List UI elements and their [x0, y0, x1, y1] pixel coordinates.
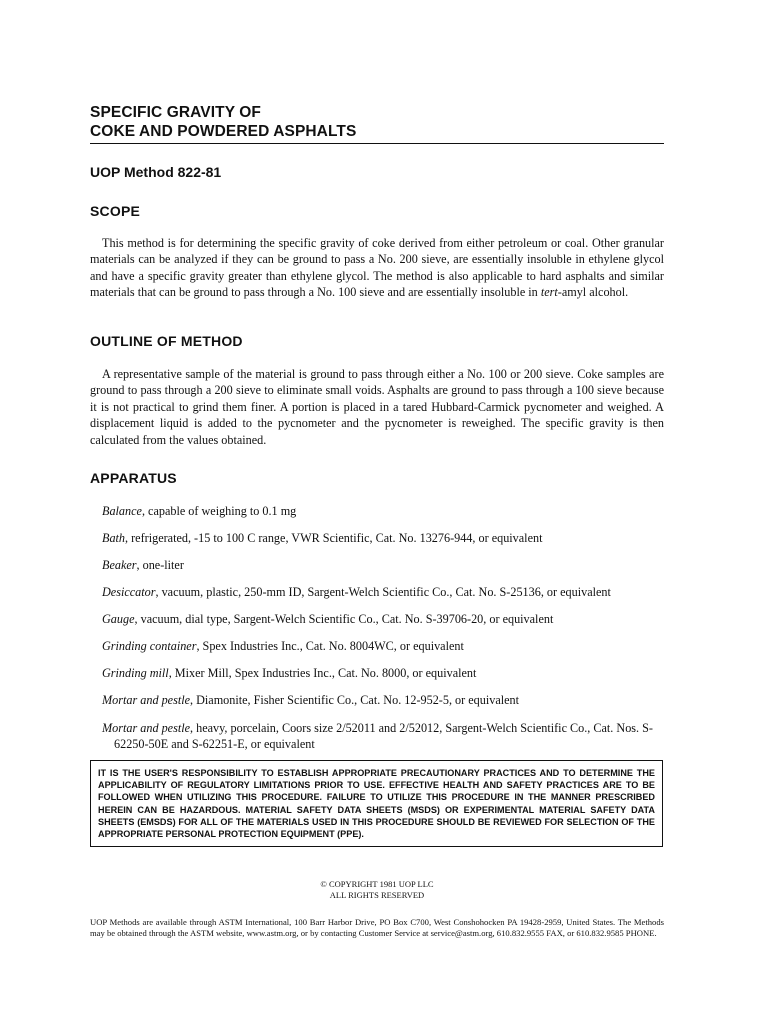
apparatus-item: Grinding container, Spex Industries Inc., Cat. No. 8004WC, or equivalent — [102, 639, 464, 653]
title-line-1: SPECIFIC GRAVITY OF — [90, 104, 261, 121]
scope-paragraph — [90, 235, 664, 301]
footer-availability-note: UOP Methods are available through ASTM International, 100 Barr Harbor Drive, PO Box C700, West Conshohocken PA 19428-2959, United States. The Methods may be obtained through the ASTM website, www.astm.org, or by contacting Customer Service at service@astm.org, 610.832.9555 FAX, or 610.832.9585 PHONE. — [90, 917, 664, 939]
apparatus-item: Beaker, one-liter — [102, 558, 184, 572]
apparatus-item: Desiccator, vacuum, plastic, 250-mm ID, Sargent-Welch Scientific Co., Cat. No. S-25136, or equivalent — [102, 585, 611, 599]
copyright-line-1: © COPYRIGHT 1981 UOP LLC — [320, 879, 434, 889]
method-number: UOP Method 822-81 — [90, 164, 222, 180]
title-line-2: COKE AND POWDERED ASPHALTS — [90, 123, 357, 140]
copyright-notice — [90, 879, 664, 901]
document-page — [90, 0, 664, 1024]
scope-text-1: This method is for determining the specific gravity of coke derived from either petroleum or coal. Other granular materials can be analyzed if they can be ground to pass a No. 200 sieve, are essentially insoluble in ethylene glycol and have a specific gravity greater than ethylene glycol. The method is also applicable to hard asphalts and similar materials that can be ground to pass through a No. 100 sieve and are essentially insoluble in — [90, 236, 664, 300]
scope-text-italic: tert — [540, 285, 558, 300]
scope-text-2: -amyl alcohol. — [557, 285, 629, 300]
copyright-line-2: ALL RIGHTS RESERVED — [329, 890, 425, 900]
apparatus-item: Gauge, vacuum, dial type, Sargent-Welch Scientific Co., Cat. No. S-39706-20, or equivalent — [102, 612, 554, 626]
document-title — [90, 103, 664, 144]
outline-heading: OUTLINE OF METHOD — [90, 333, 243, 349]
outline-paragraph: A representative sample of the material is ground to pass through either a No. 100 or 200 sieve. Coke samples are ground to pass through a 200 sieve to eliminate small voids. Asphalts are ground to pass through a 100 sieve because it is not practical to grind them finer. A portion is placed in a tared Hubbard-Carmick pycnometer and weighed. A displacement liquid is added to the pycnometer and the pycnometer is reweighed. The specific gravity is then calculated from the values obtained. — [90, 367, 664, 447]
apparatus-item: Bath, refrigerated, -15 to 100 C range, VWR Scientific, Cat. No. 13276-944, or equivalent — [102, 531, 543, 545]
apparatus-heading: APPARATUS — [90, 470, 177, 486]
scope-heading: SCOPE — [90, 203, 141, 219]
safety-warning-box: IT IS THE USER'S RESPONSIBILITY TO ESTABLISH APPROPRIATE PRECAUTIONARY PRACTICES AND TO DETERMINE THE APPLICABILITY OF REGULATORY LIMITATIONS PRIOR TO USE. EFFECTIVE HEALTH AND SAFETY PRACTICES ARE TO BE FOLLOWED WHEN UTILIZING THIS PROCEDURE. FAILURE TO UTILIZE THIS PROCEDURE IN THE MANNER PRESCRIBED HEREIN CAN BE HAZARDOUS. MATERIAL SAFETY DATA SHEETS (MSDS) OR EXPERIMENTAL MATERIAL SAFETY DATA SHEETS (EMSDS) FOR ALL OF THE MATERIALS USED IN THIS PROCEDURE SHOULD BE REVIEWED FOR SELECTION OF THE APPROPRIATE PERSONAL PROTECTION EQUIPMENT (PPE). — [90, 760, 663, 847]
apparatus-item: Mortar and pestle, heavy, porcelain, Coors size 2/52011 and 2/52012, Sargent-Welch Scientific Co., Cat. Nos. S-62250-50E and S-62251-E, or equivalent — [102, 721, 653, 752]
apparatus-item: Mortar and pestle, Diamonite, Fisher Scientific Co., Cat. No. 12-952-5, or equivalent — [102, 693, 520, 707]
apparatus-item: Balance, capable of weighing to 0.1 mg — [102, 504, 297, 518]
apparatus-item: Grinding mill, Mixer Mill, Spex Industries Inc., Cat. No. 8000, or equivalent — [102, 666, 477, 680]
